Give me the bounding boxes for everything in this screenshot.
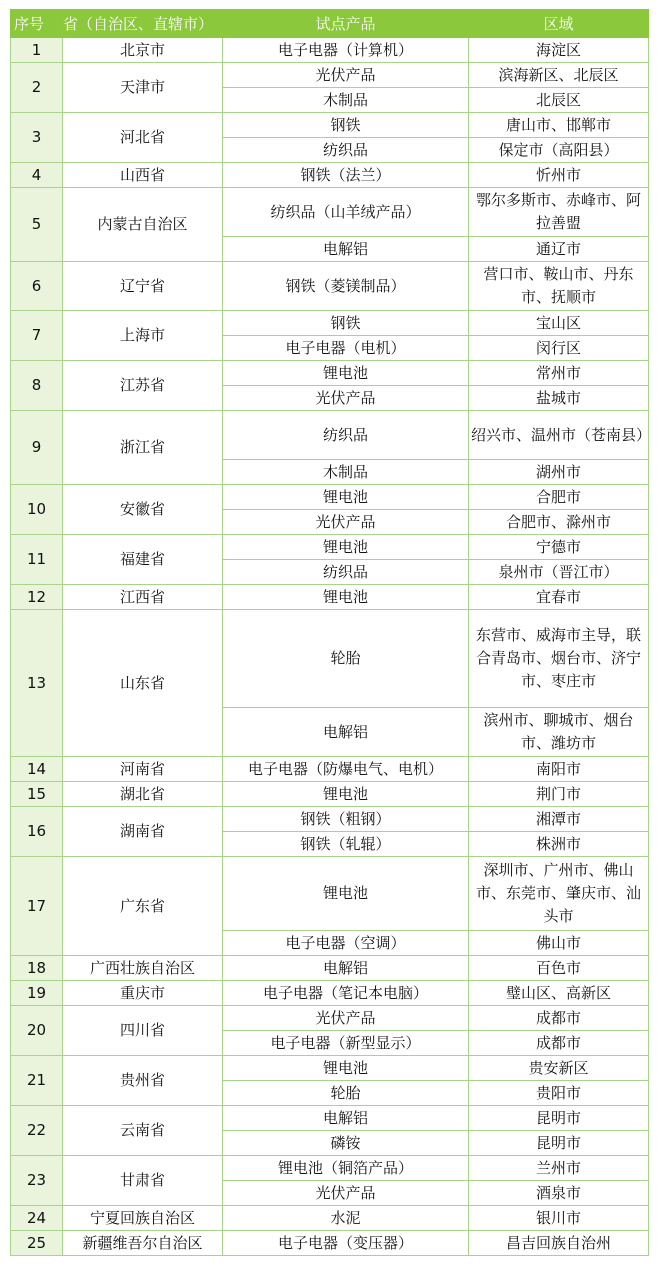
row-area: 营口市、鞍山市、丹东市、抚顺市 (469, 262, 649, 311)
row-area: 酒泉市 (469, 1181, 649, 1206)
row-province: 天津市 (63, 63, 223, 113)
row-area: 南阳市 (469, 757, 649, 782)
row-index: 12 (11, 585, 63, 610)
row-province: 湖北省 (63, 782, 223, 807)
row-product: 电子电器（变压器） (223, 1231, 469, 1256)
row-index: 10 (11, 485, 63, 535)
row-product: 钢铁（粗钢） (223, 807, 469, 832)
row-area: 滨州市、聊城市、烟台市、潍坊市 (469, 708, 649, 757)
row-index: 6 (11, 262, 63, 311)
row-area: 保定市（高阳县） (469, 138, 649, 163)
row-index: 24 (11, 1206, 63, 1231)
row-product: 纺织品（山羊绒产品） (223, 188, 469, 237)
row-product: 电子电器（防爆电气、电机） (223, 757, 469, 782)
row-product: 锂电池 (223, 585, 469, 610)
row-province: 北京市 (63, 38, 223, 63)
row-province: 辽宁省 (63, 262, 223, 311)
row-product: 锂电池（铜箔产品） (223, 1156, 469, 1181)
row-area: 泉州市（晋江市） (469, 560, 649, 585)
row-index: 23 (11, 1156, 63, 1206)
row-product: 锂电池 (223, 485, 469, 510)
row-product: 锂电池 (223, 782, 469, 807)
row-area: 北辰区 (469, 88, 649, 113)
row-province: 广西壮族自治区 (63, 956, 223, 981)
row-province: 山东省 (63, 610, 223, 757)
pilot-table-container (10, 9, 652, 1256)
row-area: 兰州市 (469, 1156, 649, 1181)
row-product: 电子电器（电机） (223, 336, 469, 361)
row-area: 闵行区 (469, 336, 649, 361)
row-province: 新疆维吾尔自治区 (63, 1231, 223, 1256)
row-area: 东营市、威海市主导，联合青岛市、烟台市、济宁市、枣庄市 (469, 610, 649, 708)
table-row (11, 311, 649, 336)
row-province: 福建省 (63, 535, 223, 585)
row-area: 湖州市 (469, 460, 649, 485)
row-product: 锂电池 (223, 1056, 469, 1081)
row-area: 成都市 (469, 1006, 649, 1031)
table-row (11, 113, 649, 138)
table-row (11, 535, 649, 560)
row-province: 广东省 (63, 857, 223, 956)
row-product: 磷铵 (223, 1131, 469, 1156)
table-row (11, 1106, 649, 1131)
row-index: 16 (11, 807, 63, 857)
table-row (11, 188, 649, 237)
table-row (11, 1231, 649, 1256)
row-product: 轮胎 (223, 1081, 469, 1106)
row-area: 贵阳市 (469, 1081, 649, 1106)
row-product: 锂电池 (223, 535, 469, 560)
row-index: 20 (11, 1006, 63, 1056)
table-row (11, 1156, 649, 1181)
row-area: 海淀区 (469, 38, 649, 63)
row-area: 湘潭市 (469, 807, 649, 832)
row-province: 宁夏回族自治区 (63, 1206, 223, 1231)
table-row (11, 981, 649, 1006)
row-product: 光伏产品 (223, 510, 469, 535)
row-province: 重庆市 (63, 981, 223, 1006)
row-area: 昌吉回族自治州 (469, 1231, 649, 1256)
row-index: 9 (11, 411, 63, 485)
row-product: 电解铝 (223, 708, 469, 757)
row-index: 17 (11, 857, 63, 956)
row-product: 锂电池 (223, 857, 469, 931)
header-province: 省（自治区、直辖市） (63, 10, 223, 38)
row-area: 宜春市 (469, 585, 649, 610)
row-area: 贵安新区 (469, 1056, 649, 1081)
row-product: 木制品 (223, 88, 469, 113)
row-area: 盐城市 (469, 386, 649, 411)
row-product: 木制品 (223, 460, 469, 485)
row-province: 内蒙古自治区 (63, 188, 223, 262)
table-row (11, 757, 649, 782)
row-province: 河北省 (63, 113, 223, 163)
row-product: 光伏产品 (223, 386, 469, 411)
row-product: 钢铁（轧辊） (223, 832, 469, 857)
table-row (11, 610, 649, 708)
table-row (11, 1006, 649, 1031)
row-product: 光伏产品 (223, 63, 469, 88)
row-product: 电子电器（笔记本电脑） (223, 981, 469, 1006)
pilot-products-table (10, 9, 652, 1256)
table-row (11, 1206, 649, 1231)
row-product: 钢铁（法兰） (223, 163, 469, 188)
row-index: 1 (11, 38, 63, 63)
row-index: 21 (11, 1056, 63, 1106)
row-province: 安徽省 (63, 485, 223, 535)
table-body (11, 38, 652, 1256)
row-area: 鄂尔多斯市、赤峰市、阿拉善盟 (469, 188, 649, 237)
table-row (11, 411, 649, 460)
row-province: 贵州省 (63, 1056, 223, 1106)
row-product: 钢铁（菱镁制品） (223, 262, 469, 311)
row-index: 11 (11, 535, 63, 585)
row-province: 山西省 (63, 163, 223, 188)
row-province: 河南省 (63, 757, 223, 782)
table-row (11, 163, 649, 188)
row-area: 合肥市 (469, 485, 649, 510)
row-area: 通辽市 (469, 237, 649, 262)
row-index: 2 (11, 63, 63, 113)
row-province: 江西省 (63, 585, 223, 610)
row-area: 常州市 (469, 361, 649, 386)
row-province: 上海市 (63, 311, 223, 361)
table-row (11, 485, 649, 510)
row-area: 合肥市、滁州市 (469, 510, 649, 535)
row-area: 佛山市 (469, 931, 649, 956)
row-index: 14 (11, 757, 63, 782)
row-product: 电子电器（新型显示） (223, 1031, 469, 1056)
row-area: 百色市 (469, 956, 649, 981)
row-area: 银川市 (469, 1206, 649, 1231)
table-row (11, 807, 649, 832)
row-index: 19 (11, 981, 63, 1006)
row-product: 钢铁 (223, 113, 469, 138)
row-area: 深圳市、广州市、佛山市、东莞市、肇庆市、汕头市 (469, 857, 649, 931)
row-area: 株洲市 (469, 832, 649, 857)
row-product: 电解铝 (223, 956, 469, 981)
row-product: 电子电器（计算机） (223, 38, 469, 63)
row-index: 3 (11, 113, 63, 163)
row-product: 纺织品 (223, 138, 469, 163)
row-product: 电解铝 (223, 1106, 469, 1131)
row-product: 锂电池 (223, 361, 469, 386)
row-index: 5 (11, 188, 63, 262)
table-row (11, 262, 649, 311)
row-index: 25 (11, 1231, 63, 1256)
row-area: 荆门市 (469, 782, 649, 807)
row-province: 浙江省 (63, 411, 223, 485)
row-province: 云南省 (63, 1106, 223, 1156)
row-area: 忻州市 (469, 163, 649, 188)
table-header-row (11, 10, 649, 38)
row-area: 璧山区、高新区 (469, 981, 649, 1006)
row-index: 18 (11, 956, 63, 981)
row-product: 光伏产品 (223, 1006, 469, 1031)
row-province: 甘肃省 (63, 1156, 223, 1206)
table-row (11, 38, 649, 63)
row-index: 13 (11, 610, 63, 757)
row-index: 7 (11, 311, 63, 361)
row-area: 绍兴市、温州市（苍南县） (469, 411, 649, 460)
row-product: 水泥 (223, 1206, 469, 1231)
table-row (11, 361, 649, 386)
row-product: 电解铝 (223, 237, 469, 262)
row-product: 轮胎 (223, 610, 469, 708)
row-area: 滨海新区、北辰区 (469, 63, 649, 88)
row-index: 4 (11, 163, 63, 188)
row-product: 电子电器（空调） (223, 931, 469, 956)
row-area: 唐山市、邯郸市 (469, 113, 649, 138)
table-row (11, 956, 649, 981)
row-province: 江苏省 (63, 361, 223, 411)
row-area: 昆明市 (469, 1106, 649, 1131)
row-index: 22 (11, 1106, 63, 1156)
row-province: 湖南省 (63, 807, 223, 857)
table-row (11, 585, 649, 610)
row-province: 四川省 (63, 1006, 223, 1056)
row-area: 宁德市 (469, 535, 649, 560)
row-area: 成都市 (469, 1031, 649, 1056)
row-area: 昆明市 (469, 1131, 649, 1156)
row-product: 光伏产品 (223, 1181, 469, 1206)
header-index: 序号 (11, 10, 63, 38)
row-index: 15 (11, 782, 63, 807)
row-product: 钢铁 (223, 311, 469, 336)
row-area: 宝山区 (469, 311, 649, 336)
table-row (11, 857, 649, 931)
row-index: 8 (11, 361, 63, 411)
row-product: 纺织品 (223, 560, 469, 585)
table-row (11, 782, 649, 807)
header-product: 试点产品 (223, 10, 469, 38)
table-row (11, 1056, 649, 1081)
table-row (11, 63, 649, 88)
row-product: 纺织品 (223, 411, 469, 460)
header-area: 区域 (469, 10, 649, 38)
